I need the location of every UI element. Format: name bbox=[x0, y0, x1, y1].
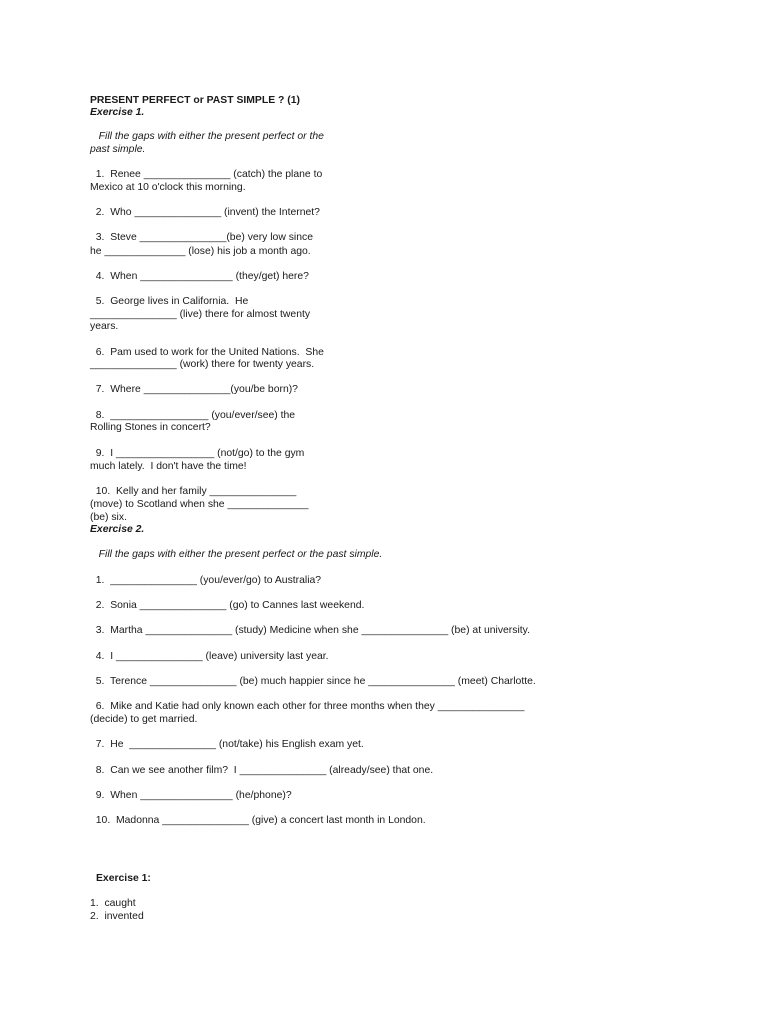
exercise1-question-line: 7. Where _______________(you/be born)? bbox=[90, 384, 298, 395]
exercise2-instructions: Fill the gaps with either the present perfect or the past simple. bbox=[90, 549, 383, 560]
exercise2-question-line: 9. When ________________ (he/phone)? bbox=[90, 790, 292, 801]
exercise2-question-line: 7. He _______________ (not/take) his English exam yet. bbox=[90, 739, 364, 750]
exercise1-question-line: Rolling Stones in concert? bbox=[90, 422, 211, 433]
exercise2-question-line: 2. Sonia _______________ (go) to Cannes last weekend. bbox=[90, 600, 365, 611]
exercise1-question-line: 6. Pam used to work for the United Nations. She bbox=[90, 347, 324, 358]
exercise1-question-line: 1. Renee _______________ (catch) the plane to bbox=[90, 169, 323, 180]
exercise2-question-line: 4. I _______________ (leave) university last year. bbox=[90, 651, 329, 662]
exercise1-heading: Exercise 1. bbox=[90, 107, 145, 118]
exercise1-question-line: 9. I _________________ (not/go) to the gym bbox=[90, 448, 305, 459]
exercise2-question-line: 5. Terence _______________ (be) much happier since he _______________ (meet) Charlotte. bbox=[90, 676, 536, 687]
exercise1-question-line: 5. George lives in California. He bbox=[90, 296, 249, 307]
answer-item: 2. invented bbox=[90, 911, 144, 922]
exercise1-question-line: 8. _________________ (you/ever/see) the bbox=[90, 410, 296, 421]
exercise1-question-line: (be) six. bbox=[90, 512, 127, 523]
exercise1-question-line: 10. Kelly and her family _______________ bbox=[90, 486, 297, 497]
exercise1-instructions-line: past simple. bbox=[90, 144, 146, 155]
answer-item: 1. caught bbox=[90, 898, 136, 909]
exercise1-question-line: years. bbox=[90, 321, 119, 332]
page-title: PRESENT PERFECT or PAST SIMPLE ? (1) bbox=[90, 95, 300, 106]
exercise1-question-line: Mexico at 10 o'clock this morning. bbox=[90, 182, 246, 193]
exercise1-question-line: he ______________ (lose) his job a month ago. bbox=[90, 246, 311, 257]
exercise1-question-line: 3. Steve _______________(be) very low since bbox=[90, 232, 313, 243]
exercise2-question-line: 1. _______________ (you/ever/go) to Australia? bbox=[90, 575, 322, 586]
exercise2-question-line: 6. Mike and Katie had only known each other for three months when they _______________ bbox=[90, 701, 525, 712]
exercise2-question-line: (decide) to get married. bbox=[90, 714, 198, 725]
exercise1-question-line: 2. Who _______________ (invent) the Internet? bbox=[90, 207, 320, 218]
exercise1-question-line: _______________ (live) there for almost twenty bbox=[90, 309, 311, 320]
answers-heading: Exercise 1: bbox=[96, 873, 151, 884]
exercise1-question-line: 4. When ________________ (they/get) here? bbox=[90, 271, 309, 282]
exercise1-question-line: _______________ (work) there for twenty years. bbox=[90, 359, 315, 370]
exercise1-instructions-line: Fill the gaps with either the present perfect or the bbox=[90, 131, 324, 142]
exercise2-question-line: 3. Martha _______________ (study) Medicine when she _______________ (be) at university. bbox=[90, 625, 530, 636]
exercise2-heading: Exercise 2. bbox=[90, 524, 145, 535]
exercise2-question-line: 8. Can we see another film? I _______________ (already/see) that one. bbox=[90, 765, 434, 776]
exercise2-question-line: 10. Madonna _______________ (give) a concert last month in London. bbox=[90, 815, 426, 826]
exercise1-question-line: (move) to Scotland when she ______________ bbox=[90, 499, 309, 510]
exercise1-question-line: much lately. I don't have the time! bbox=[90, 461, 247, 472]
